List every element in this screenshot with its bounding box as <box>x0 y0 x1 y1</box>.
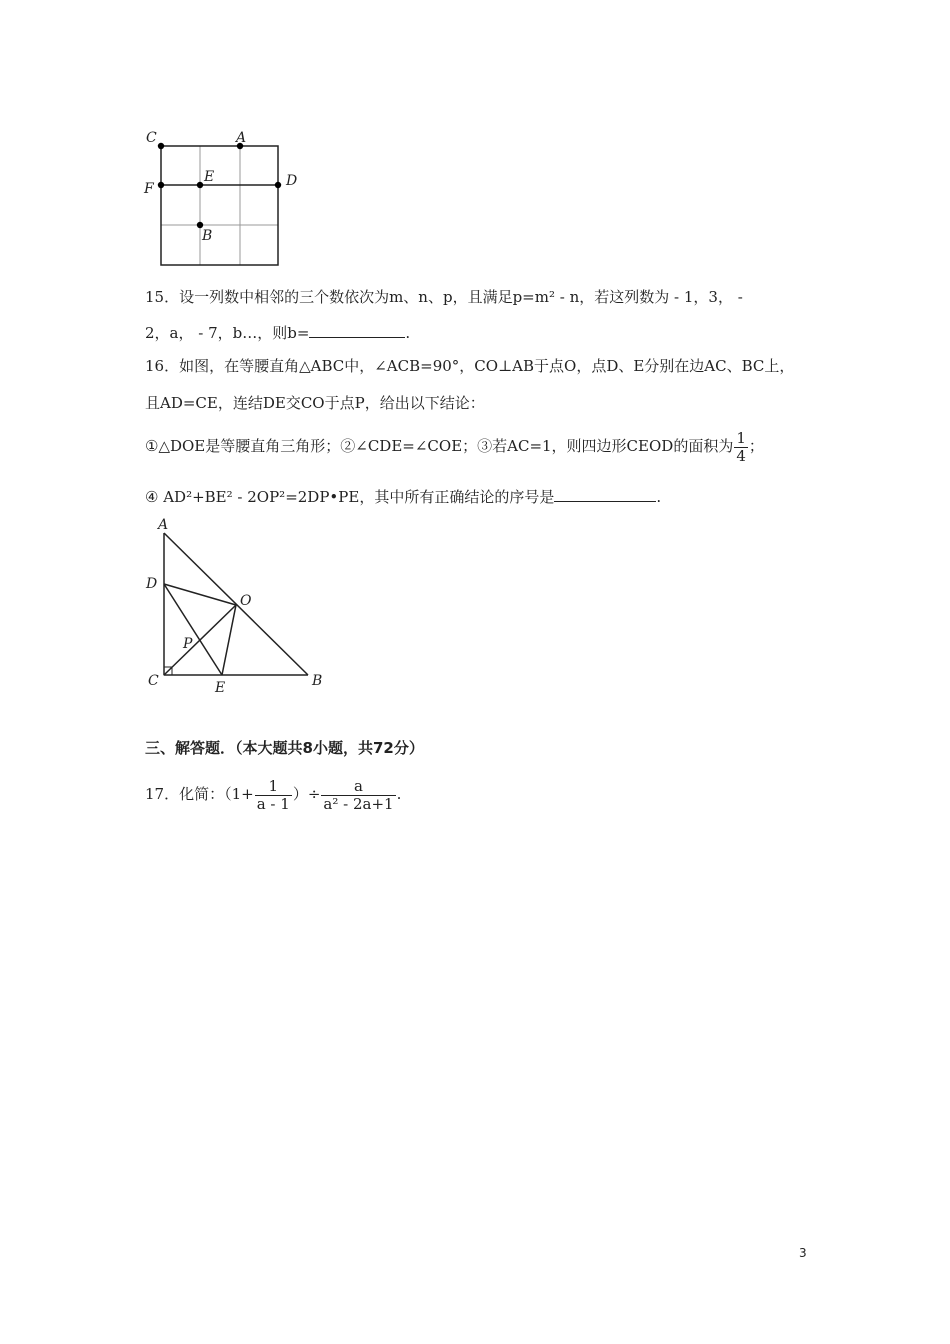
q17-open: （1+ <box>224 785 254 803</box>
q17-fraction1 <box>255 778 292 812</box>
q15-line2 <box>145 323 410 343</box>
section-heading: 三、解答题．（本大题共8小题，共72分） <box>145 739 424 757</box>
q17-close-divide: ）÷ <box>292 785 321 803</box>
q16-line4-end: . <box>656 488 662 506</box>
q16-fraction <box>734 430 748 464</box>
q17-end: . <box>396 785 402 803</box>
q17-fraction1-numerator: 1 <box>268 777 279 795</box>
label-d: D <box>286 173 298 189</box>
q16-line4 <box>145 487 661 507</box>
q17-line <box>145 772 401 816</box>
q17-fraction2-denominator: a² - 2a+1 <box>323 794 394 813</box>
triangle-figure <box>140 515 340 695</box>
point-d <box>275 182 281 188</box>
q15-line2-end: . <box>405 324 411 342</box>
q17-fraction2 <box>321 778 395 812</box>
q16-line3-text: ①△DOE是等腰直角三角形；②∠CDE=∠COE；③若AC=1，则四边形CEOD的面积为 <box>145 437 734 455</box>
q16-answer-blank <box>554 487 656 502</box>
q16-fraction-numerator: 1 <box>736 429 746 447</box>
label-a: A <box>236 130 247 146</box>
label-a: A <box>158 517 169 533</box>
q17-fraction2-numerator: a <box>354 777 363 795</box>
point-f <box>158 182 164 188</box>
label-c: C <box>148 673 159 689</box>
label-c: C <box>146 130 157 146</box>
label-e: E <box>204 169 215 185</box>
point-c <box>158 143 164 149</box>
label-f: F <box>144 181 154 197</box>
q16-line3 <box>145 428 764 464</box>
q16-fraction-denominator: 4 <box>736 446 746 465</box>
label-b: B <box>312 673 323 689</box>
q16-line1: 16．如图，在等腰直角△ABC中，∠ACB=90°，CO⊥AB于点O，点D、E分别在边AC、BC上， <box>145 357 795 375</box>
label-p: P <box>183 636 193 652</box>
page-number: 3 <box>799 1246 807 1260</box>
label-d: D <box>146 576 158 592</box>
point-e <box>197 182 203 188</box>
q16-line3-end: ； <box>748 437 764 455</box>
label-o: O <box>240 593 252 609</box>
q17-prefix: 17．化简： <box>145 785 225 803</box>
label-b: B <box>202 228 213 244</box>
q17-fraction1-denominator: a - 1 <box>256 794 290 813</box>
q16-line2: 且AD=CE，连结DE交CO于点P，给出以下结论： <box>145 394 485 412</box>
q15-line1: 15．设一列数中相邻的三个数依次为m、n、p，且满足p=m² - n，若这列数为 - 1，3， - <box>145 288 743 306</box>
grid-figure <box>140 125 310 270</box>
q15-answer-blank <box>309 323 405 338</box>
label-e: E <box>215 680 226 695</box>
q15-line2-text: 2，a， - 7，b…，则b= <box>145 324 310 342</box>
q16-line4-text: ④ AD²+BE² - 2OP²=2DP•PE，其中所有正确结论的序号是 <box>145 488 555 506</box>
